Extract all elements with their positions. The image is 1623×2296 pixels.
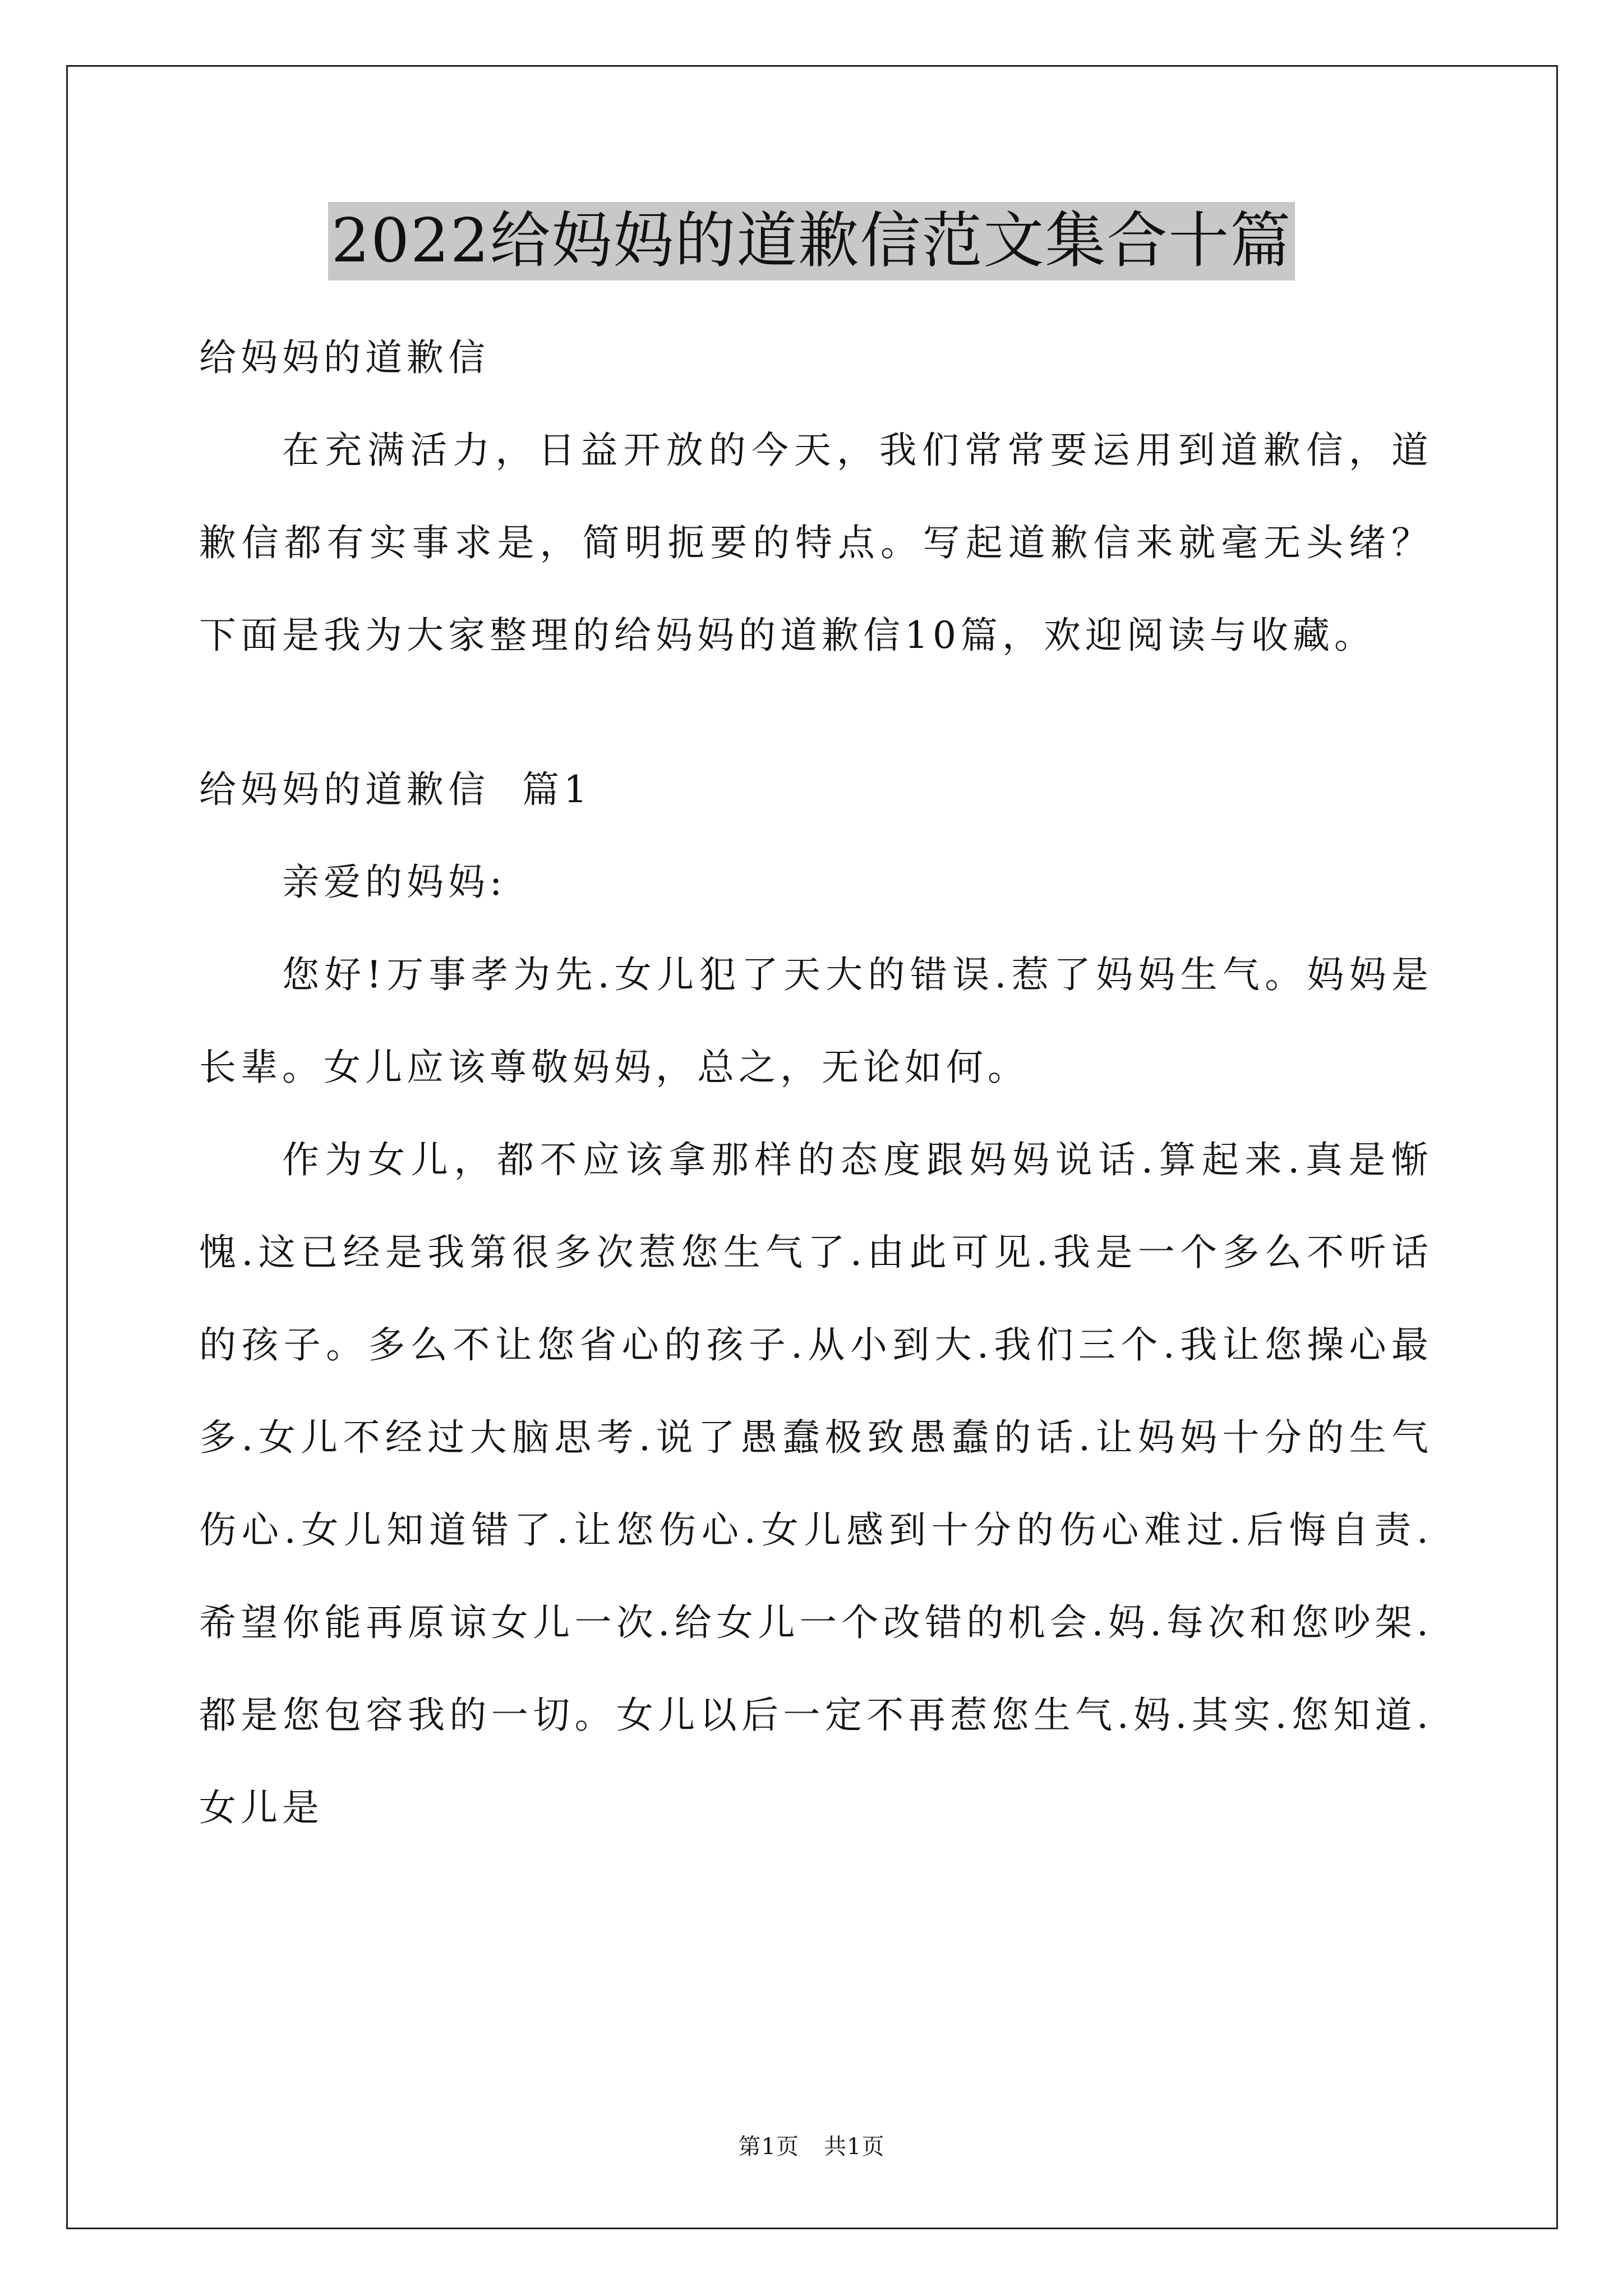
body-paragraph-1: 您好!万事孝为先.女儿犯了天大的错误.惹了妈妈生气。妈妈是长辈。女儿应该尊敬妈妈，总之，无论如何。: [199, 953, 1433, 1089]
section-gap: [199, 682, 1433, 743]
page-footer: [0, 2129, 1623, 2161]
section-heading: 给妈妈的道歉信 篇1: [199, 768, 592, 811]
page-number: 第1页: [738, 2134, 799, 2160]
intro-paragraph: 在充满活力，日益开放的今天，我们常常要运用到道歉信，道歉信都有实事求是，简明扼要的特点。写起道歉信来就毫无头绪？下面是我为大家整理的给妈妈的道歉信10篇，欢迎阅读与收藏。: [199, 429, 1433, 657]
intro-heading: 给妈妈的道歉信: [199, 336, 490, 379]
document-body: [199, 311, 1433, 1854]
body-paragraph-2: 作为女儿，都不应该拿那样的态度跟妈妈说话.算起来.真是惭愧.这已经是我第很多次惹您生气了.由此可见.我是一个多么不听话的孩子。多么不让您省心的孩子.从小到大.我们三个.我让您操心最多.女儿不经过大脑思考.说了愚蠢极致愚蠢的话.让妈妈十分的生气伤心.女儿知道错了.让您伤心.女儿感到十分的伤心难过.后悔自责.希望你能再原谅女儿一次.给女儿一个改错的机会.妈.每次和您吵架.都是您包容我的一切。女儿以后一定不再惹您生气.妈.其实.您知道.女儿是: [199, 1138, 1433, 1829]
document-title: 2022给妈妈的道歉信范文集合十篇: [328, 202, 1295, 280]
salutation: 亲爱的妈妈:: [282, 861, 507, 904]
title-container: [0, 202, 1623, 280]
page-total: 共1页: [824, 2134, 885, 2160]
